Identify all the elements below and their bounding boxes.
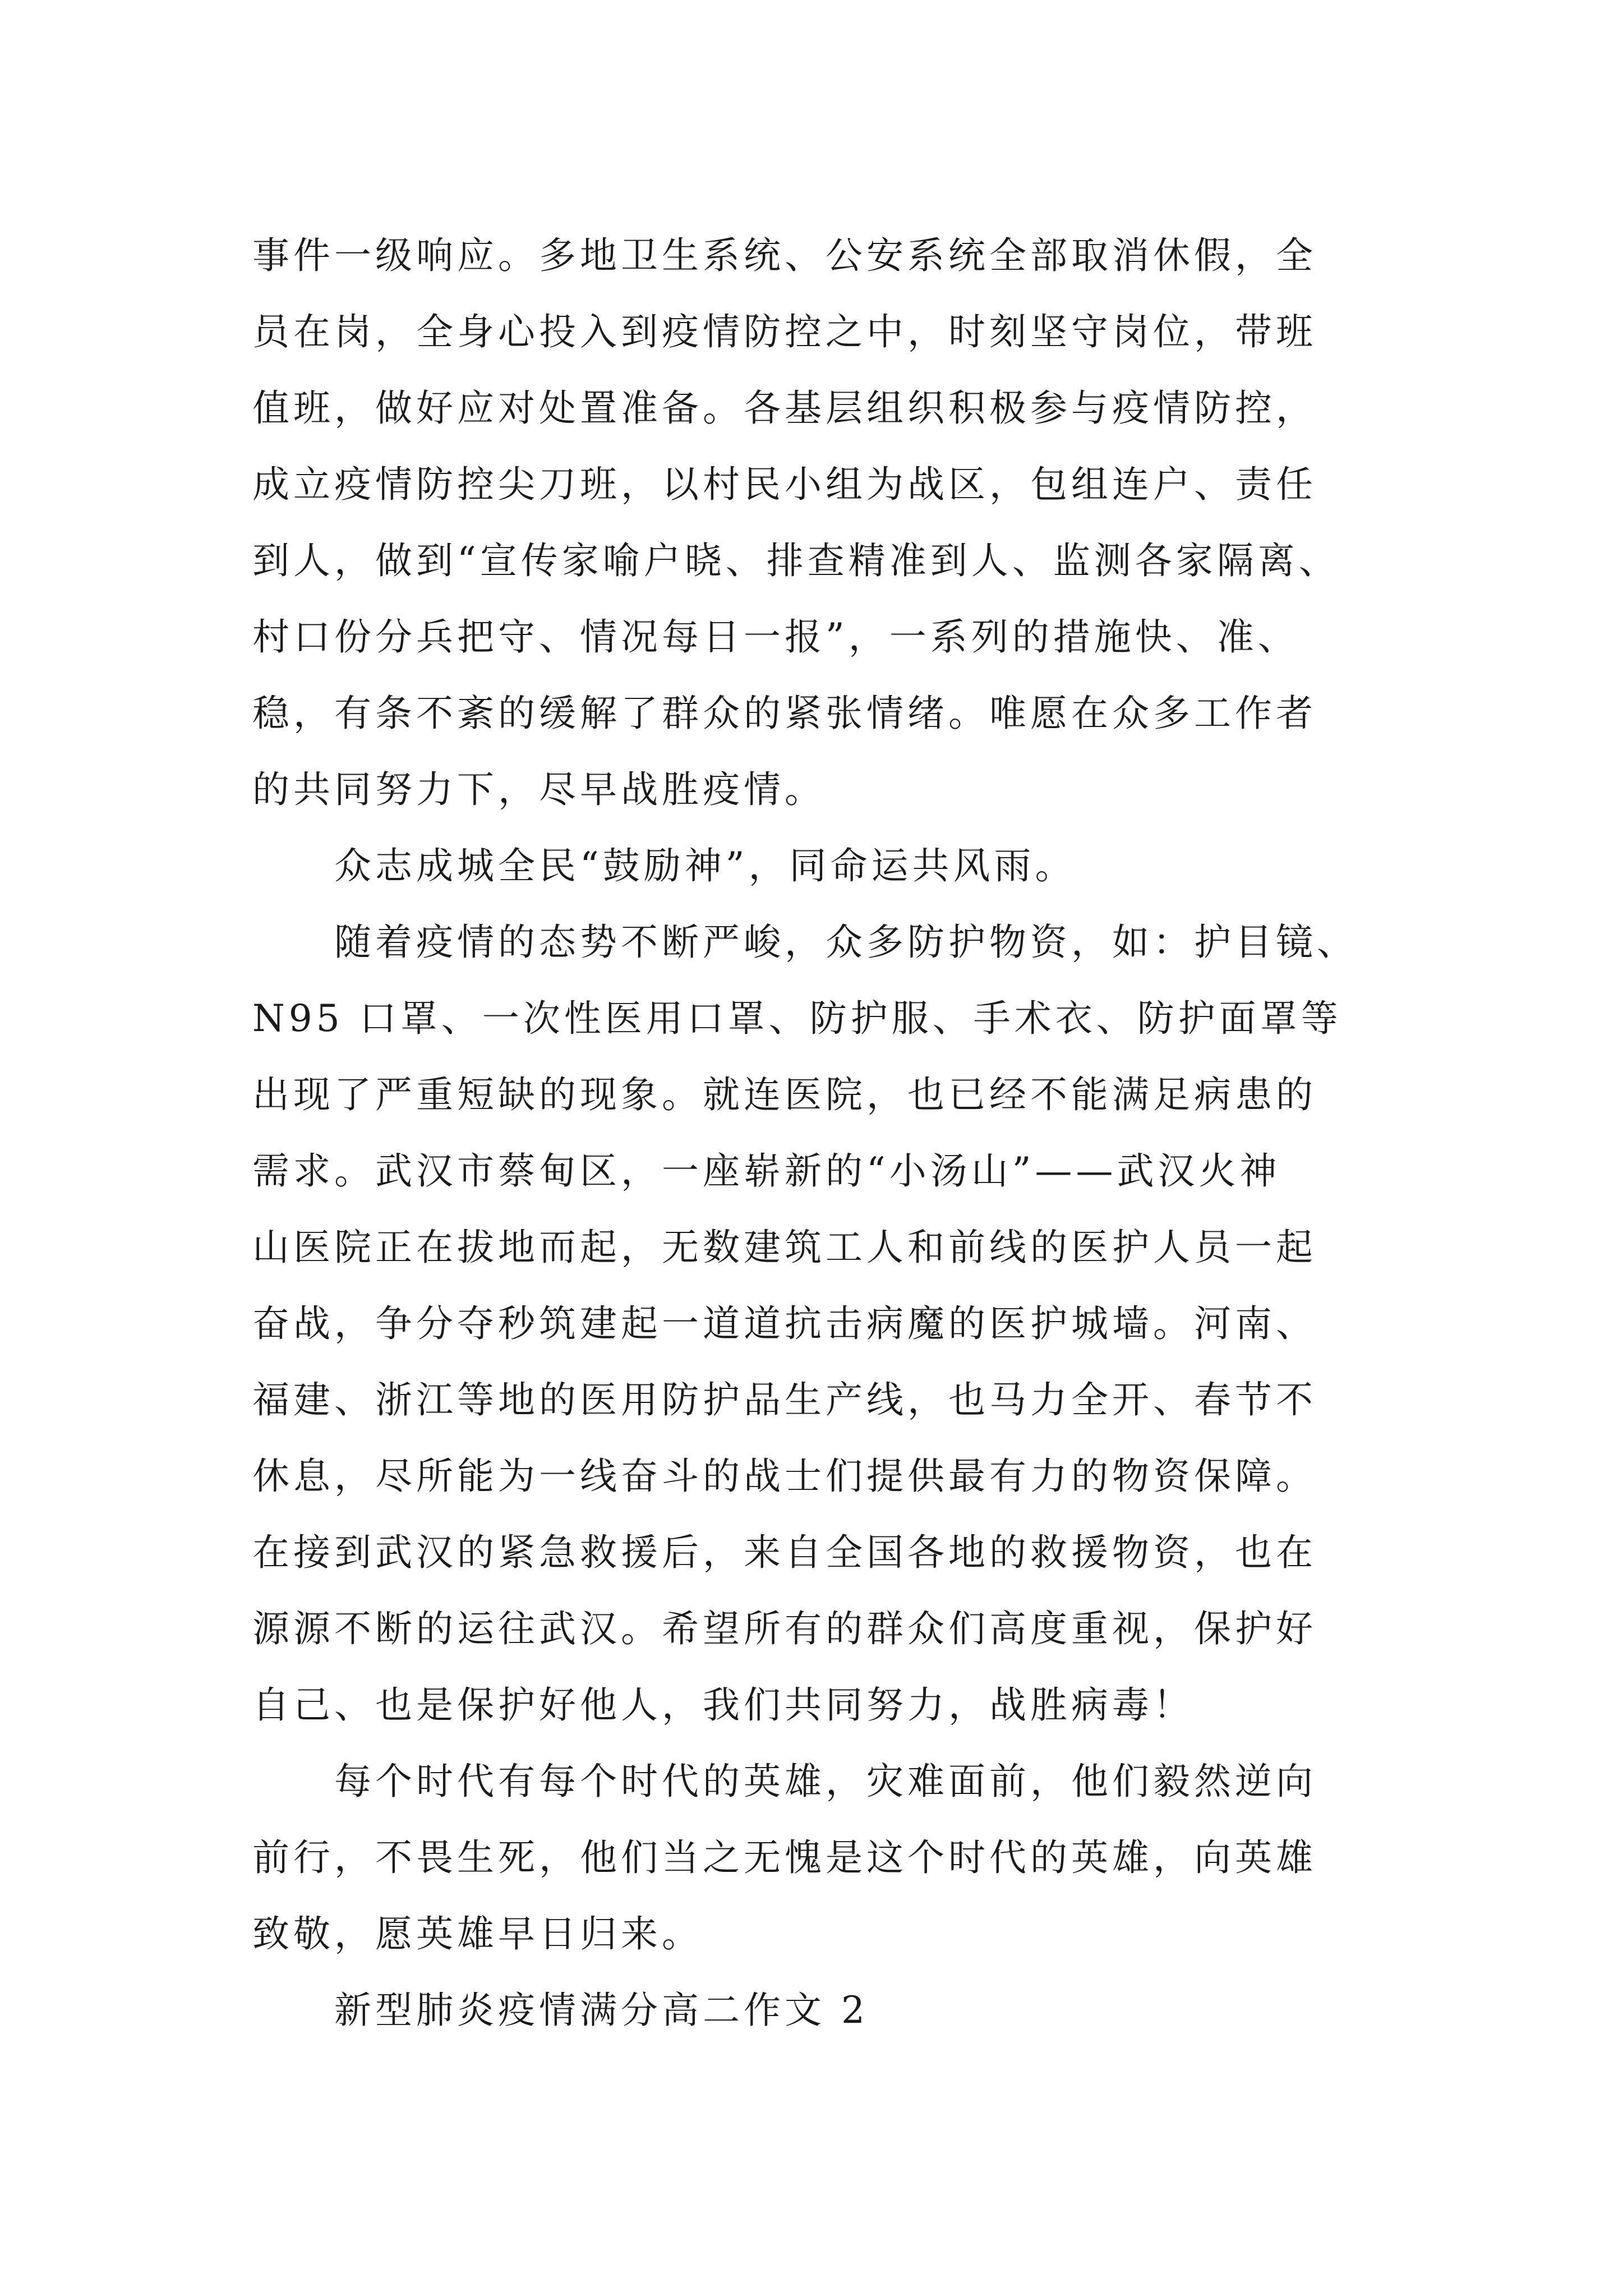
- text-line: 成立疫情防控尖刀班，以村民小组为战区，包组连户、责任: [252, 463, 1317, 506]
- paragraph: [252, 904, 1391, 1743]
- paragraph: [252, 218, 1391, 828]
- text-line: 需求。武汉市蔡甸区，一座崭新的“小汤山”——武汉火神: [252, 1149, 1281, 1193]
- text-line: 随着疫情的态势不断严峻，众多防护物资，如：护目镜、: [334, 921, 1358, 964]
- text-line: 源源不断的运往武汉。希望所有的群众们高度重视，保护好: [252, 1607, 1317, 1650]
- text-line: 员在岗，全身心投入到疫情防控之中，时刻坚守岗位，带班: [252, 310, 1317, 353]
- document-body: [252, 218, 1391, 2049]
- text-line: 自己、也是保护好他人，我们共同努力，战胜病毒！: [252, 1683, 1194, 1727]
- text-line: 稳，有条不紊的缓解了群众的紧张情绪。唯愿在众多工作者: [252, 692, 1317, 735]
- text-line: 新型肺炎疫情满分高二作文 2: [334, 1989, 869, 2032]
- text-line: 的共同努力下，尽早战胜疫情。: [252, 768, 826, 811]
- text-line: 致敬，愿英雄早日归来。: [252, 1912, 703, 1955]
- text-line: 每个时代有每个时代的英雄，灾难面前，他们毅然逆向: [334, 1760, 1317, 1803]
- paragraph: [252, 828, 1391, 904]
- text-line: 众志成城全民“鼓励神”，同命运共风雨。: [334, 844, 1076, 887]
- paragraph: [252, 1743, 1391, 1972]
- text-line: 福建、浙江等地的医用防护品生产线，也马力全开、春节不: [252, 1378, 1317, 1421]
- text-line: 值班，做好应对处置准备。各基层组织积极参与疫情防控，: [252, 386, 1317, 430]
- text-line: 事件一级响应。多地卫生系统、公安系统全部取消休假，全: [252, 234, 1317, 277]
- text-line: 奋战，争分夺秒筑建起一道道抗击病魔的医护城墙。河南、: [252, 1302, 1317, 1345]
- text-line: N95 口罩、一次性医用口罩、防护服、手术衣、防护面罩等: [252, 997, 1342, 1040]
- text-line: 休息，尽所能为一线奋斗的战士们提供最有力的物资保障。: [252, 1455, 1317, 1498]
- text-line: 到人，做到“宣传家喻户晓、排查精准到人、监测各家隔离、: [252, 539, 1340, 582]
- text-line: 山医院正在拔地而起，无数建筑工人和前线的医护人员一起: [252, 1226, 1317, 1269]
- text-line: 在接到武汉的紧急救援后，来自全国各地的救援物资，也在: [252, 1531, 1317, 1574]
- text-line: 村口份分兵把守、情况每日一报”，一系列的措施快、准、: [252, 615, 1299, 659]
- paragraph: [252, 1972, 1391, 2049]
- text-line: 出现了严重短缺的现象。就连医院，也已经不能满足病患的: [252, 1073, 1317, 1116]
- text-line: 前行，不畏生死，他们当之无愧是这个时代的英雄，向英雄: [252, 1836, 1317, 1879]
